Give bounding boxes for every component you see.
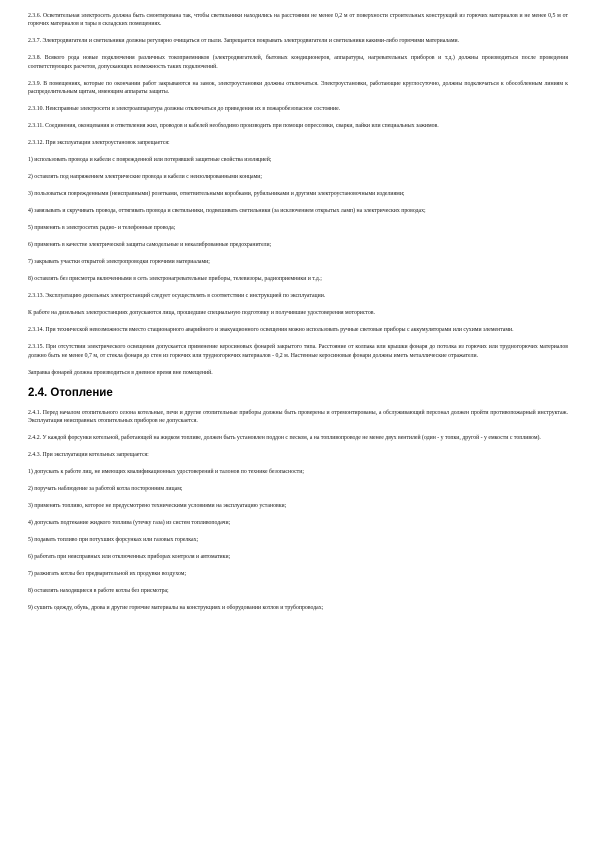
list-item-1: 1) использовать провода и кабели с поврежденной или потерявшей защитные свойства изоляцией;	[28, 157, 272, 164]
paragraph-2-3-15: 2.3.15. При отсутствии электрического освещения допускается применение керосиновых фонарей закрытого типа. Расстояние от колпака или крышки фонаря до потолка из горючих или трудногорючих материалов должно быть не менее 0,7 м, от стекла фонаря до стен из горючих или трудногорючих материалов - 0,2 м. Настенные керосиновые фонари должны иметь металлические отражатели.	[28, 344, 568, 359]
list-item-6: 6) работать при неисправных или отключенных приборах контроля и автоматики;	[28, 554, 231, 561]
section-2-3-paragraphs	[28, 12, 568, 377]
list-item-6: 6) применять в качестве электрической защиты самодельные и некалиброванные предохранители;	[28, 242, 272, 249]
list-item-8: 8) оставлять без присмотра включенными в сеть электронагревательные приборы, телевизоры, радиоприемники и т.д.;	[28, 276, 322, 283]
list-item-5: 5) применять в электросетях радио- и телефонные провода;	[28, 225, 176, 232]
list-item-9: 9) сушить одежду, обувь, дрова и другие горючие материалы на конструкциях и оборудовании котлов и трубопроводах;	[28, 605, 324, 612]
paragraph-lantern-refuel: Заправка фонарей должна производиться в дневное время вне помещений.	[28, 369, 213, 376]
section-2-4-paragraphs	[28, 409, 568, 613]
list-item-7: 7) закрывать участки открытой электропроводки горючими материалами;	[28, 259, 210, 266]
paragraph-2-3-8: 2.3.8. Всякого рода новые подключения различных токоприемников (электродвигателей, бытовых кондиционеров, аппаратуры, нагревательных приборов и т.д.) должны производиться после проведения соответствующих расчетов, допускающих возможность таких подключений.	[28, 55, 568, 70]
paragraph-2-3-11: 2.3.11. Соединения, оконцевания и ответвления жил, проводов и кабелей необходимо производить при помощи опрессовки, сварки, пайки или специальных зажимов.	[28, 123, 439, 130]
paragraph-2-4-3: 2.4.3. При эксплуатации котельных запрещается:	[28, 452, 149, 459]
paragraph-2-3-9: 2.3.9. В помещениях, которые по окончании работ закрываются на замок, электроустановки должны отключаться. Электроустановки, работающие круглосуточно, должны подключаться к обособленным линиям к распределительным щитам, имеющим аппараты защиты.	[28, 80, 568, 96]
paragraph-2-4-2: 2.4.2. У каждой форсунки котельной, работающей на жидком топливе, должен быть установлен поддон с песком, а на топливопроводе не менее двух вентилей (один - у топки, другой - у емкости с топливом).	[28, 435, 541, 442]
paragraph-2-3-12: 2.3.12. При эксплуатации электроустановок запрещается:	[28, 140, 170, 147]
list-item-3: 3) пользоваться поврежденными (неисправными) розетками, ответвительными коробками, рубильниками и другими электроустановочными изделиями;	[28, 191, 405, 198]
list-item-2: 2) поручать наблюдение за работой котла посторонним лицам;	[28, 486, 183, 493]
list-item-3: 3) применять топливо, которое не предусмотрено техническими условиями на эксплуатацию установки;	[28, 503, 287, 510]
paragraph-diesel-operators: К работе на дизельных электростанциях допускаются лица, прошедшие специальную подготовку и получившие удостоверения мотористов.	[28, 310, 375, 317]
list-item-4: 4) завязывать и скручивать провода, оттягивать провода и светильники, подвешивать светильники (за исключением открытых ламп) на электрических проводах;	[28, 208, 426, 215]
list-item-8: 8) оставлять находящиеся в работе котлы без присмотра;	[28, 588, 169, 595]
paragraph-2-3-14: 2.3.14. При технической невозможности вместо стационарного аварийного и эвакуационного освещения можно использовать ручные световые приборы с аккумуляторами или сухими элементами.	[28, 327, 514, 334]
list-item-5: 5) подавать топливо при потухших форсунках или газовых горелках;	[28, 537, 199, 544]
paragraph-2-4-1: 2.4.1. Перед началом отопительного сезона котельные, печи и другие отопительные приборы должны быть проверены и отремонтированы, а обслуживающий персонал должен пройти противопожарный инструктаж. Эксплуатация неисправных отопительных приборов не допускается.	[28, 409, 568, 425]
paragraph-2-3-13: 2.3.13. Эксплуатацию дизельных электростанций следует осуществлять в соответствии с инструкцией по эксплуатации.	[28, 293, 326, 300]
list-item-1: 1) допускать к работе лиц, не имеющих квалификационных удостоверений и талонов по технике безопасности;	[28, 469, 304, 476]
paragraph-2-3-7: 2.3.7. Электродвигатели и светильники должны регулярно очищаться от пыли. Запрещается покрывать электродвигатели и светильники какими-либо горючими материалами.	[28, 38, 460, 45]
section-heading-2-4: 2.4. Отопление	[28, 386, 113, 399]
list-item-7: 7) разжигать котлы без предварительной их продувки воздухом;	[28, 571, 187, 578]
list-item-2: 2) оставлять под напряжением электрические провода и кабели с неизолированными концами;	[28, 174, 262, 181]
list-item-4: 4) допускать подтекание жидкого топлива (утечку газа) из систем топливоподачи;	[28, 520, 231, 527]
paragraph-2-3-6: 2.3.6. Осветительная электросеть должна быть смонтирована так, чтобы светильники находились на расстоянии не менее 0,2 м от поверхности строительных конструкций из горючих материалов и не менее 0,5 м от горючих материалов и тары в складских помещениях.	[28, 13, 568, 28]
paragraph-2-3-10: 2.3.10. Неисправные электросети и электроаппаратура должны отключаться до приведения их в пожаробезопасное состояние.	[28, 106, 341, 113]
document-page	[28, 12, 568, 621]
